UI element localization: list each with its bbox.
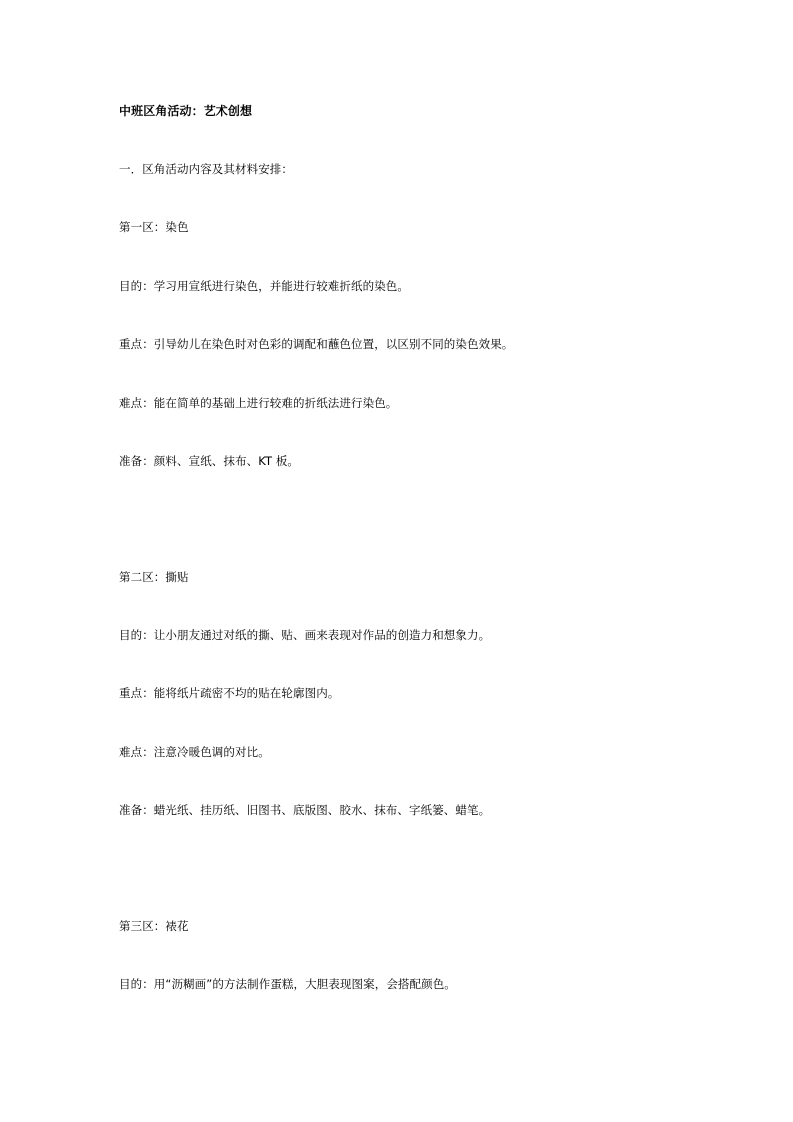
- document-title: 中班区角活动：艺术创想: [119, 104, 253, 118]
- zone1-focus: 重点：引导幼儿在染色时对色彩的调配和蘸色位置，以区别不同的染色效果。: [119, 337, 514, 351]
- zone3-heading: 第三区：裱花: [119, 919, 189, 933]
- zone2-prep: 准备：蜡光纸、挂历纸、旧图书、底版图、胶水、抹布、字纸篓、蜡笔。: [119, 803, 491, 817]
- zone3-goal: 目的：用“沥糊画”的方法制作蛋糕，大胆表现图案，会搭配颜色。: [119, 977, 456, 991]
- section-heading: 一．区角活动内容及其材料安排：: [119, 162, 293, 176]
- zone1-difficulty: 难点：能在简单的基础上进行较难的折纸法进行染色。: [119, 396, 398, 410]
- zone2-goal: 目的：让小朋友通过对纸的撕、贴、画来表现对作品的创造力和想象力。: [119, 628, 491, 642]
- zone1-goal: 目的：学习用宣纸进行染色，并能进行较难折纸的染色。: [119, 279, 409, 293]
- zone2-difficulty: 难点：注意冷暖色调的对比。: [119, 745, 270, 759]
- zone2-focus: 重点：能将纸片疏密不均的贴在轮廓图内。: [119, 686, 340, 700]
- zone1-heading: 第一区：染色: [119, 220, 189, 234]
- zone1-prep: 准备：颜料、宣纸、抹布、KT 板。: [119, 454, 300, 468]
- zone2-heading: 第二区：撕贴: [119, 570, 189, 584]
